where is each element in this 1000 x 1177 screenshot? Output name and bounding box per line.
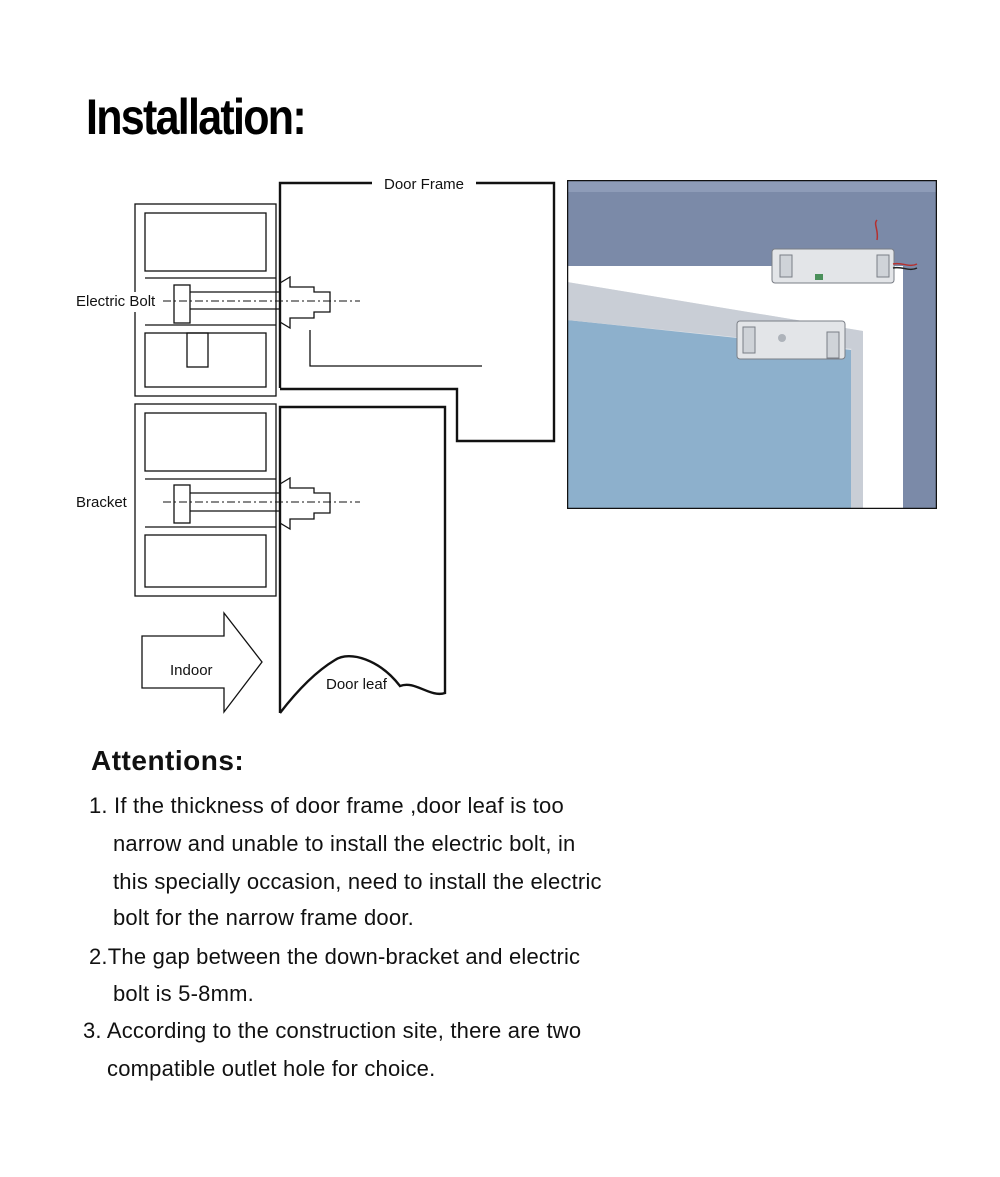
- door-leaf-outline: [280, 407, 445, 713]
- attention-item-3-line-2: compatible outlet hole for choice.: [107, 1056, 436, 1081]
- attention-item-2-line-2: bolt is 5-8mm.: [113, 981, 254, 1006]
- bracket-head: [280, 478, 330, 529]
- electric-bolt-label: Electric Bolt: [76, 293, 156, 310]
- attention-item-2-line-1: 2.The gap between the down-bracket and electric: [89, 944, 581, 969]
- attention-item-1-line-3: this specially occasion, need to install the electric: [113, 869, 602, 894]
- attention-item-3-line-1: 3. According to the construction site, there are two: [83, 1018, 582, 1043]
- installation-diagram: [0, 160, 560, 730]
- attention-item-1-line-2: narrow and unable to install the electric bolt, in: [113, 831, 576, 856]
- indoor-label: Indoor: [170, 662, 213, 679]
- bracket-label: Bracket: [76, 494, 127, 511]
- page-title: Installation:: [86, 89, 305, 145]
- lower-frame-box: [135, 404, 276, 596]
- door-leaf-label: Door leaf: [326, 676, 387, 693]
- attention-item-1-line-4: bolt for the narrow frame door.: [113, 905, 414, 930]
- installation-render: [567, 180, 937, 509]
- bracket-render: [737, 321, 845, 359]
- bolt-body-upper: [174, 285, 190, 323]
- bracket-body: [174, 485, 190, 523]
- attentions-heading: Attentions:: [91, 745, 245, 776]
- door-frame-label: Door Frame: [384, 176, 465, 193]
- attention-item-1-line-1: 1. If the thickness of door frame ,door leaf is too: [89, 793, 564, 818]
- electric-bolt-head: [280, 277, 330, 328]
